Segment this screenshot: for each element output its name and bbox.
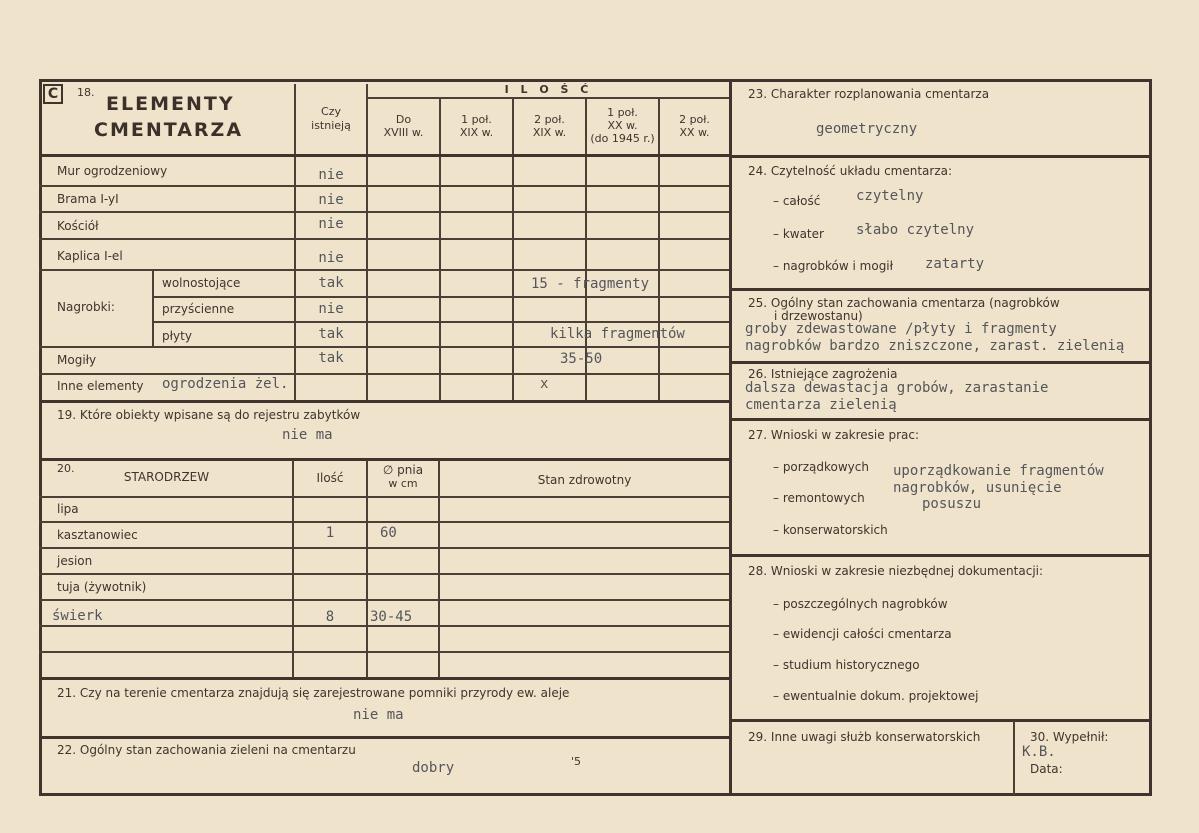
section-18-number: 18.	[77, 86, 95, 99]
section-19-value: nie ma	[282, 427, 333, 443]
tree-name-kasztanowiec: kasztanowiec	[57, 528, 138, 542]
section-25-value-line2: nagrobków bardzo zniszczone, zarast. zielenią	[745, 338, 1125, 354]
legibility-quarters-value: słabo czytelny	[856, 222, 975, 238]
period-col-3: 2 poł. XIX w.	[532, 113, 567, 139]
section-19-label: 19. Które obiekty wpisane są do rejestru zabytków	[57, 408, 361, 422]
section-22-value: dobry	[412, 760, 455, 776]
docs-history-label: – studium historycznego	[773, 658, 920, 672]
tree-name-jesion: jesion	[57, 554, 93, 568]
graves-label: Mogiły	[57, 353, 97, 367]
section-26-value-line1: dalsza dewastacja grobów, zarastanie	[745, 380, 1049, 396]
section-27-value-line2: nagrobków, usunięcie	[893, 480, 1062, 496]
period-col-1: Do XVIII w.	[383, 113, 424, 139]
col-count-header: Ilość	[316, 471, 344, 485]
period-col-4: 1 poł. XX w. (do 1945 r.)	[590, 106, 655, 145]
filled-by-value: K.B.	[1022, 744, 1056, 760]
row-value-church: nie	[318, 216, 344, 232]
graves-count: 35-50	[560, 351, 603, 367]
section-27-value-line1: uporządkowanie fragmentów	[893, 463, 1104, 479]
tree-diameter-swierk: 30-45	[370, 609, 413, 625]
tombstones-slabs-value: tak	[318, 326, 344, 342]
section-26-label: 26. Istniejące zagrożenia	[748, 367, 898, 381]
section-25-value-line1: groby zdewastowane /płyty i fragmenty	[745, 321, 1057, 337]
tombstones-wall-value: nie	[318, 301, 344, 317]
tombstones-label: Nagrobki:	[57, 300, 115, 314]
works-repair-label: – remontowych	[773, 491, 865, 505]
docs-design-label: – ewentualnie dokum. projektowej	[773, 689, 979, 703]
other-elements-label: Inne elementy	[57, 379, 144, 393]
row-value-wall: nie	[318, 167, 344, 183]
section-20-number: 20.	[57, 462, 75, 475]
date-label: Data:	[1030, 762, 1063, 776]
legibility-graves-value: zatarty	[925, 256, 985, 272]
other-elements-mark: x	[540, 376, 549, 392]
section-25-label-line2: i drzewostanu)	[774, 309, 863, 323]
row-label-gate: Brama I-yI	[57, 192, 119, 206]
section-18-title-line2: CMENTARZA	[94, 119, 244, 141]
col-quantity-header: I L O Ś Ć	[504, 83, 593, 96]
tree-name-tuja: tuja (żywotnik)	[57, 580, 147, 594]
section-29-label: 29. Inne uwagi służb konserwatorskich	[748, 730, 981, 744]
col-diameter-header: ∅ pnia w cm	[382, 463, 424, 490]
works-ordering-label: – porządkowych	[773, 460, 869, 474]
tombstones-wall-label: przyścienne	[162, 302, 235, 316]
row-value-chapel: nie	[318, 250, 344, 266]
tree-name-swierk: świerk	[52, 608, 103, 624]
section-30-label: 30. Wypełnił:	[1030, 730, 1109, 744]
row-label-chapel: Kaplica I-el	[57, 249, 123, 263]
docs-inventory-label: – ewidencji całości cmentarza	[773, 627, 952, 641]
tombstones-freestanding-value: tak	[318, 275, 344, 291]
tombstones-slabs-label: płyty	[162, 329, 192, 343]
section-21-value: nie ma	[353, 707, 404, 723]
form-letter: C	[47, 86, 59, 102]
legibility-quarters-label: – kwater	[773, 227, 824, 241]
col-exists-line1: Czy	[321, 105, 341, 118]
form-letter-box	[43, 84, 63, 104]
section-27-label: 27. Wnioski w zakresie prac:	[748, 428, 920, 442]
section-22-label: 22. Ogólny stan zachowania zieleni na cmentarzu	[57, 743, 356, 757]
tree-count-swierk: 8	[325, 609, 335, 625]
section-24-label: 24. Czytelność układu cmentarza:	[748, 164, 953, 178]
legibility-whole-label: – całość	[773, 194, 821, 208]
section-23-label: 23. Charakter rozplanowania cmentarza	[748, 87, 990, 101]
section-21-label: 21. Czy na terenie cmentarza znajdują się zarejestrowane pomniki przyrody ew. aleje	[57, 686, 570, 700]
docs-tombstones-label: – poszczególnych nagrobków	[773, 597, 948, 611]
section-22-mark: '5	[571, 755, 582, 768]
tree-count-kasztanowiec: 1	[325, 525, 335, 541]
tombstones-slabs-note: kilka fragmentów	[550, 326, 685, 342]
row-label-church: Kościół	[57, 219, 99, 233]
tree-name-lipa: lipa	[57, 502, 79, 516]
legibility-graves-label: – nagrobków i mogił	[773, 259, 894, 273]
other-elements-value: ogrodzenia żel.	[162, 376, 289, 392]
col-exists-line2: istnieją	[311, 119, 351, 132]
section-18-title-line1: ELEMENTY	[106, 93, 235, 115]
section-27-value-line3: posuszu	[922, 496, 982, 512]
section-25-label-line1: 25. Ogólny stan zachowania cmentarza (nagrobków	[748, 296, 1060, 310]
section-26-value-line2: cmentarza zielenią	[745, 397, 897, 413]
period-col-2: 1 poł. XIX w.	[459, 113, 494, 139]
period-col-5: 2 poł. XX w.	[679, 113, 710, 139]
tombstones-freestanding-note: 15 - fragmenty	[531, 276, 650, 292]
tree-diameter-kasztanowiec: 60	[380, 525, 397, 541]
row-label-wall: Mur ogrodzeniowy	[57, 164, 168, 178]
section-28-label: 28. Wnioski w zakresie niezbędnej dokumentacji:	[748, 564, 1044, 578]
legibility-whole-value: czytelny	[856, 188, 924, 204]
graves-value: tak	[318, 350, 344, 366]
section-20-title: STARODRZEW	[123, 470, 210, 484]
row-value-gate: nie	[318, 192, 344, 208]
works-conservation-label: – konserwatorskich	[773, 523, 888, 537]
tombstones-freestanding-label: wolnostojące	[162, 276, 241, 290]
section-23-value: geometryczny	[816, 121, 918, 137]
col-health-header: Stan zdrowotny	[537, 473, 632, 487]
